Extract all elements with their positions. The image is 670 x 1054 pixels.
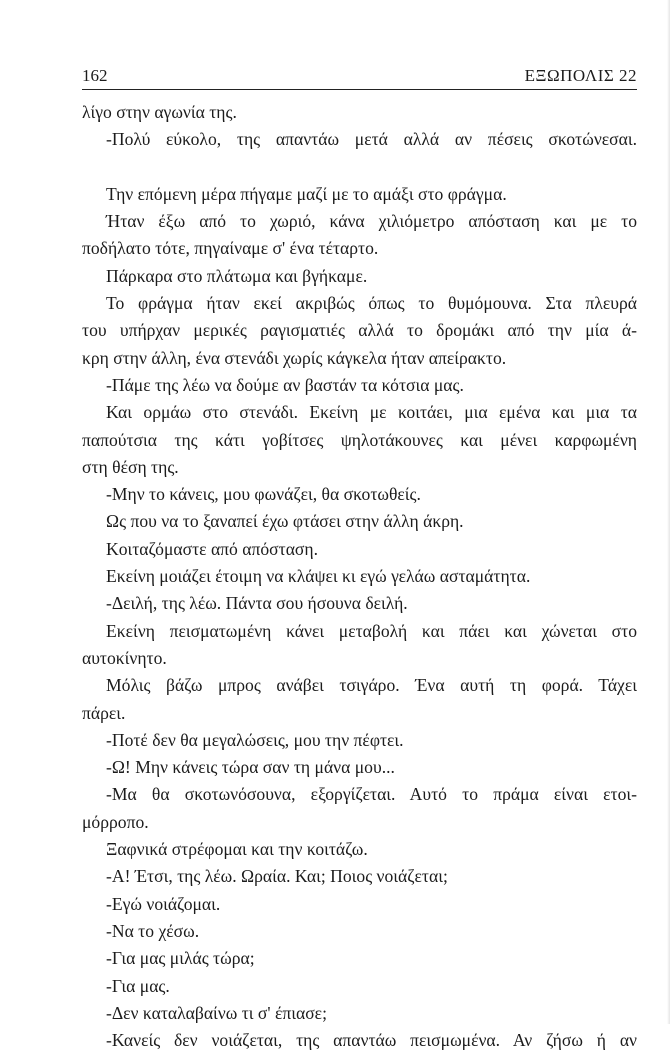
text-line: αυτοκίνητο. [82,647,167,668]
running-head: ΕΞΩΠΟΛΙΣ 22 [524,66,637,85]
text-line: Πάρκαρα στο πλάτωμα και βγήκαμε. [106,265,368,286]
text-line: κρη στην άλλη, ένα στενάδι χωρίς κάγκελα ήταν απείρακτο. [82,347,507,368]
text-line: Την επόμενη μέρα πήγαμε μαζί με το αμάξι στο φράγμα. [106,183,507,204]
text-line: ποδήλατο τότε, πηγαίναμε σ' ένα τέταρτο. [82,238,379,259]
text-line: παπούτσια της κάτι γοβίτσες ψηλοτάκουνες και μένει καρφωμένη [82,429,637,450]
text-line: -Κανείς δεν νοιάζεται, της απαντάω πεισμωμένα. Αν ζήσω ή αν [106,1030,637,1051]
text-line: μόρροπο. [82,811,149,832]
text-line: -Εγώ νοιάζομαι. [106,893,221,914]
text-line: πάρει. [82,702,126,723]
text-line: Ξαφνικά στρέφομαι και την κοιτάζω. [106,839,368,860]
text-line: Κοιταζόμαστε από απόσταση. [106,538,319,559]
text-line: Και ορμάω στο στενάδι. Εκείνη με κοιτάει, μια εμένα και μια τα [106,402,637,423]
page-number: 162 [82,66,108,85]
blank-line [82,154,637,181]
text-line: Το φράγμα ήταν εκεί ακριβώς όπως το θυμόμουνα. Στα πλευρά [106,293,637,314]
text-line: -Μα θα σκοτωνόσουνα, εξοργίζεται. Αυτό το πράμα είναι ετοι- [106,784,637,805]
body-text [82,99,637,1054]
text-line: -Πολύ εύκολο, της απαντάω μετά αλλά αν πέσεις σκοτώνεσαι. [106,129,637,150]
text-line: -Πάμε της λέω να δούμε αν βαστάν τα κότσια μας. [106,374,464,395]
header-rule [82,89,637,90]
text-line: -Να το χέσω. [106,920,200,941]
text-line: -Για μας. [106,975,170,996]
text-line: -Δειλή, της λέω. Πάντα σου ήσουνα δειλή. [106,593,408,614]
page-header [82,64,637,88]
text-line: -Ω! Μην κάνεις τώρα σαν τη μάνα μου... [106,757,395,778]
text-line: -Α! Έτσι, της λέω. Ωραία. Και; Ποιος νοιάζεται; [106,866,448,887]
text-line: Εκείνη μοιάζει έτοιμη να κλάψει κι εγώ γελάω ασταμάτητα. [106,566,531,587]
text-line: -Για μας μιλάς τώρα; [106,948,255,969]
text-line: Ως που να το ξαναπεί έχω φτάσει στην άλλη άκρη. [106,511,464,532]
text-line: Ήταν έξω από το χωριό, κάνα χιλιόμετρο απόσταση και με το [106,211,637,232]
text-line: Εκείνη πεισματωμένη κάνει μεταβολή και πάει και χώνεται στο [106,620,637,641]
text-line: του υπήρχαν μερικές ραγισματιές αλλά το δρομάκι από την μία ά- [82,320,637,341]
text-line: -Δεν καταλαβαίνω τι σ' έπιασε; [106,1002,327,1023]
text-line: -Μην το κάνεις, μου φωνάζει, θα σκοτωθείς. [106,484,421,505]
text-line: στη θέση της. [82,456,179,477]
text-line: -Ποτέ δεν θα μεγαλώσεις, μου την πέφτει. [106,729,404,750]
text-line: Μόλις βάζω μπρος ανάβει τσιγάρο. Ένα αυτή τη φορά. Τάχει [106,675,637,696]
text-line: λίγο στην αγωνία της. [82,102,237,122]
